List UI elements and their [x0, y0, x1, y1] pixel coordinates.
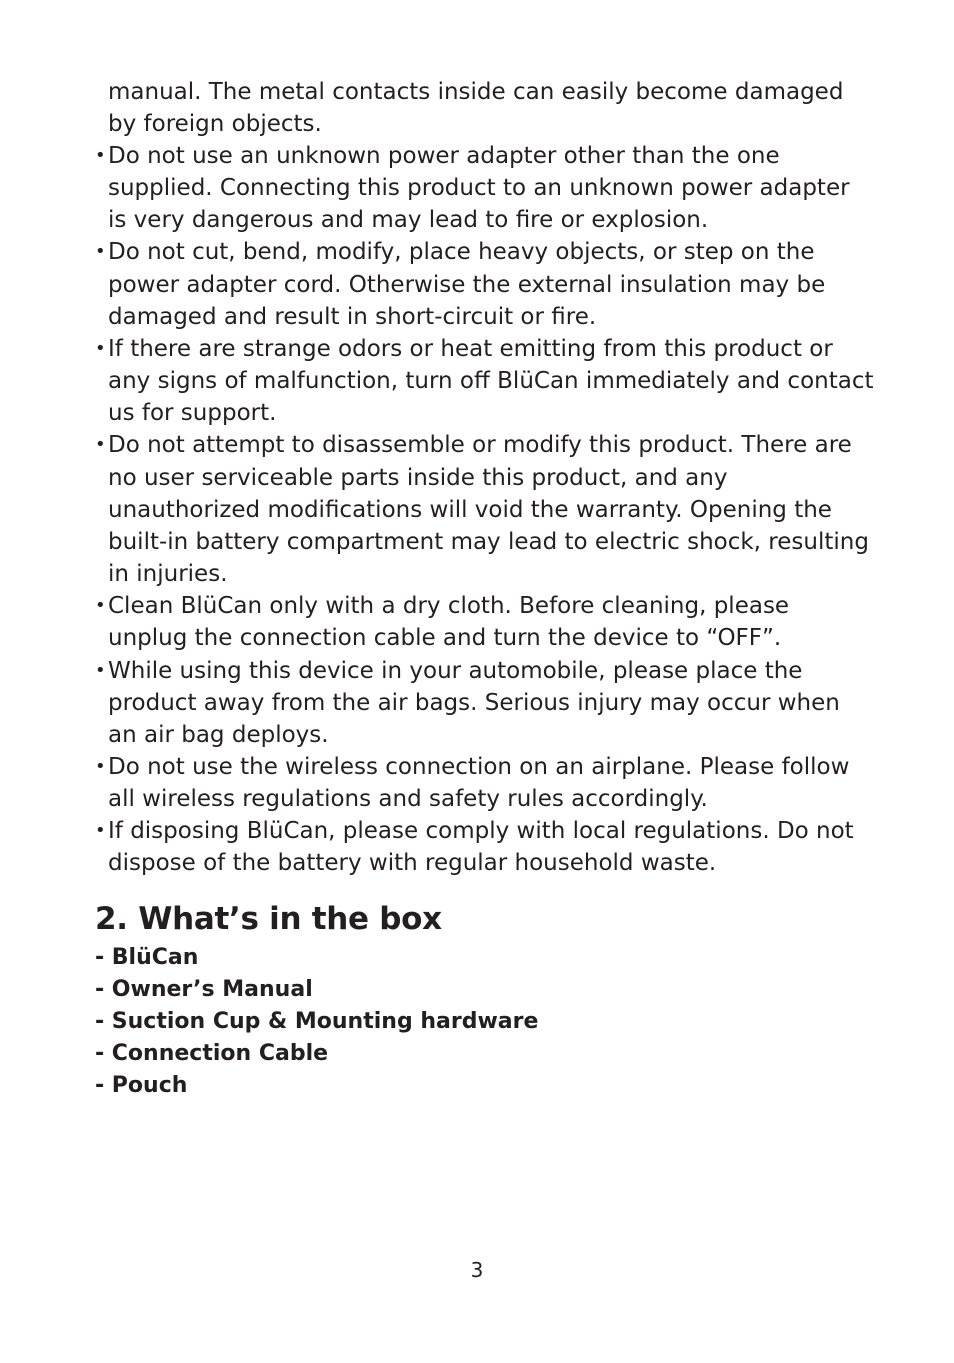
- bullet-text: If disposing BlüCan, please comply with local regulations. Do not dispose of the battery with regular household waste.: [108, 818, 854, 877]
- list-item: [95, 140, 875, 236]
- section-title: 2. What’s in the box: [95, 901, 442, 937]
- safety-bullet-list: [95, 140, 875, 880]
- list-item: [95, 751, 875, 815]
- list-item: [95, 815, 875, 879]
- list-item: - Connection Cable: [95, 1041, 329, 1066]
- bullet-icon: •: [95, 434, 106, 456]
- bullet-text: Do not attempt to disassemble or modify this product. There are no user serviceable parts inside this product, and any unauthorized modifications will void the warranty. Opening the built-in battery compartment may lead to electric shock, resulting in injuries.: [108, 432, 869, 588]
- bullet-text: If there are strange odors or heat emitting from this product or any signs of malfunction, turn off BlüCan immediately and contact us for support.: [108, 335, 874, 427]
- bullet-icon: •: [95, 337, 106, 359]
- bullet-text: Do not cut, bend, modify, place heavy objects, or step on the power adapter cord. Otherwise the external insulation may be damaged and result in short-circuit or fire.: [108, 239, 826, 330]
- list-item: [95, 590, 875, 654]
- list-item: [95, 333, 875, 429]
- bullet-icon: •: [95, 659, 106, 681]
- bullet-icon: •: [95, 595, 106, 617]
- list-item: [95, 655, 875, 751]
- continuation-paragraph: manual. The metal contacts inside can easily become damaged by foreign objects.: [108, 79, 844, 137]
- page-number: 3: [470, 1258, 484, 1282]
- bullet-text: While using this device in your automobile, please place the product away from the air bags. Serious injury may occur when an air bag deploys.: [108, 657, 840, 748]
- box-contents-list: [95, 942, 538, 1102]
- list-item: [95, 429, 875, 590]
- list-item: - Suction Cup & Mounting hardware: [95, 1009, 539, 1034]
- bullet-icon: •: [95, 820, 106, 842]
- bullet-text: Do not use the wireless connection on an airplane. Please follow all wireless regulations and safety rules accordingly.: [108, 753, 850, 813]
- bullet-icon: •: [95, 755, 106, 777]
- bullet-icon: •: [95, 241, 106, 263]
- bullet-text: Do not use an unknown power adapter other than the one supplied. Connecting this product to an unknown power adapter is very dangerous and may lead to fire or explosion.: [108, 143, 850, 234]
- bullet-text: Clean BlüCan only with a dry cloth. Before cleaning, please unplug the connection cable and turn the device to “OFF”.: [108, 593, 790, 652]
- list-item: - Owner’s Manual: [95, 977, 313, 1002]
- bullet-icon: •: [95, 145, 106, 166]
- list-item: [95, 236, 875, 332]
- list-item: - BlüCan: [95, 945, 199, 970]
- list-item: - Pouch: [95, 1073, 188, 1098]
